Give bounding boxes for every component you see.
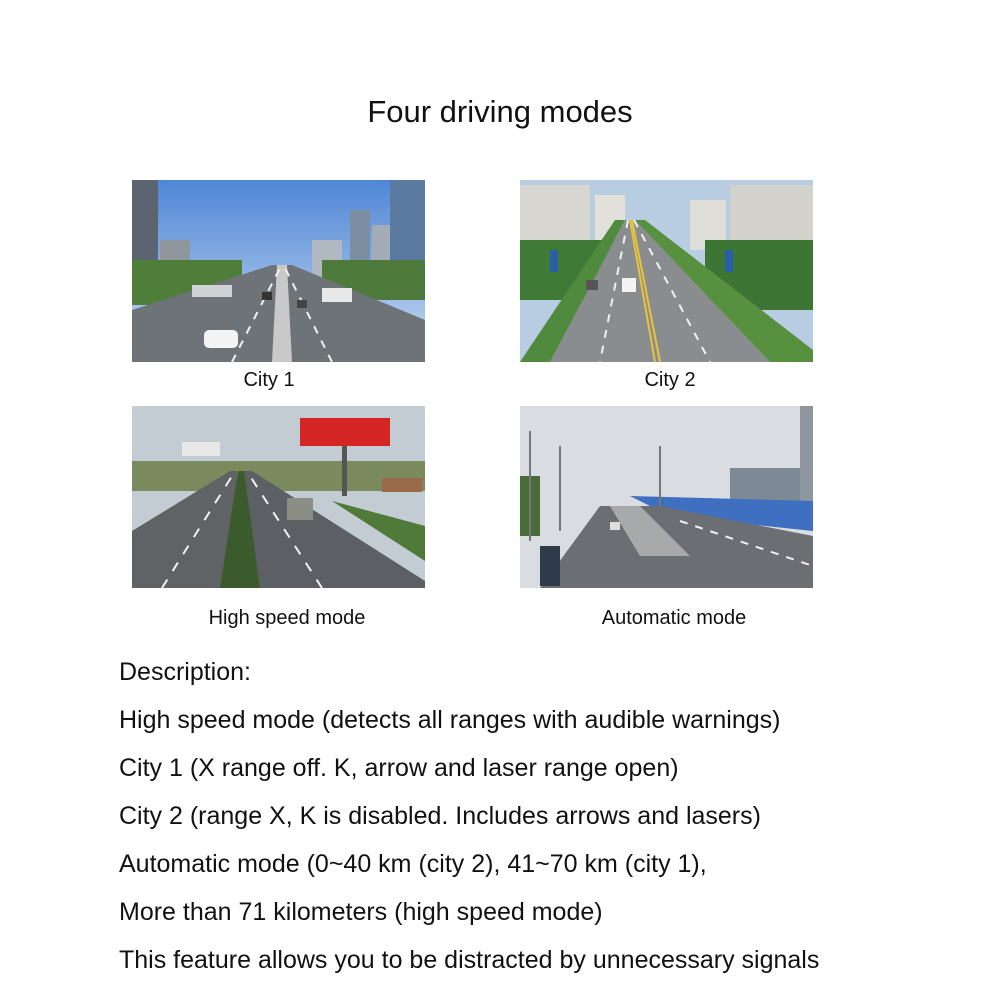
description-line: Automatic mode (0~40 km (city 2), 41~70 km (city 1), bbox=[119, 850, 707, 878]
high-speed-caption: High speed mode bbox=[208, 607, 366, 629]
city-2-caption: City 2 bbox=[644, 369, 696, 391]
description-line: City 2 (range X, K is disabled. Includes arrows and lasers) bbox=[119, 802, 761, 830]
automatic-caption: Automatic mode bbox=[601, 607, 747, 629]
description-line: High speed mode (detects all ranges with audible warnings) bbox=[119, 706, 781, 734]
city-2-photo bbox=[520, 180, 813, 362]
description-line: City 1 (X range off. K, arrow and laser range open) bbox=[119, 754, 679, 782]
city-1-photo bbox=[132, 180, 425, 362]
city-1-caption: City 1 bbox=[243, 369, 295, 391]
automatic-photo bbox=[520, 406, 813, 588]
description-line: This feature allows you to be distracted by unnecessary signals bbox=[119, 946, 820, 974]
description-heading: Description: bbox=[119, 658, 251, 686]
high-speed-photo bbox=[132, 406, 425, 588]
page-title: Four driving modes bbox=[367, 94, 633, 129]
description-line: More than 71 kilometers (high speed mode) bbox=[119, 898, 603, 926]
